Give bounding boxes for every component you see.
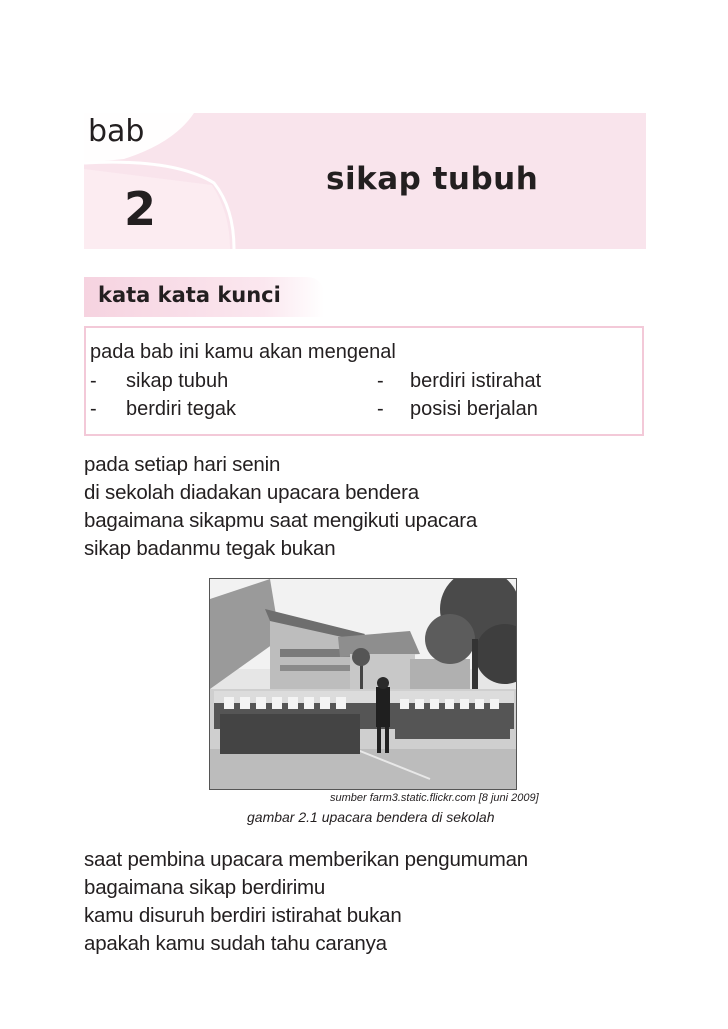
keyword-tab-label: kata kata kunci [98,283,281,307]
ceremony-photo [209,578,517,790]
chapter-number: 2 [124,182,157,236]
keyword-item: posisi berjalan [410,398,538,420]
keyword-bullet: - [90,370,97,392]
paragraph-line: sikap badanmu tegak bukan [84,537,336,560]
paragraph-line: bagaimana sikapmu saat mengikuti upacara [84,509,478,532]
keyword-item: sikap tubuh [126,370,229,392]
keyword-intro: pada bab ini kamu akan mengenal [90,341,396,363]
paragraph-line: di sekolah diadakan upacara bendera [84,481,419,504]
ceremony-photo-illustration [210,579,517,790]
paragraph-line: kamu disuruh berdiri istirahat bukan [84,904,402,927]
keyword-item: berdiri tegak [126,398,237,420]
chapter-title: sikap tubuh [326,161,539,197]
paragraph-line: saat pembina upacara memberikan pengumuman [84,848,529,871]
keyword-item: berdiri istirahat [410,370,542,392]
paragraph-line: pada setiap hari senin [84,453,281,476]
figure-caption: gambar 2.1 upacara bendera di sekolah [247,809,495,825]
keyword-bullet: - [377,398,384,420]
keyword-bullet: - [90,398,97,420]
keyword-bullet: - [377,370,384,392]
photo-source: sumber farm3.static.flickr.com [8 juni 2009] [330,792,539,804]
paragraph-line: bagaimana sikap berdirimu [84,876,326,899]
chapter-label: bab [88,114,145,149]
paragraph-line: apakah kamu sudah tahu caranya [84,932,387,955]
